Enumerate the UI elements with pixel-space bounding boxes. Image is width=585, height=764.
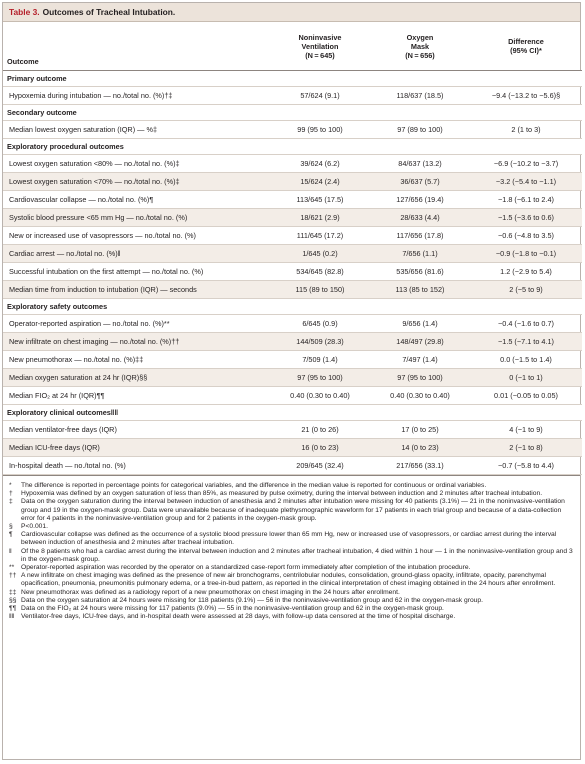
header-outcome: Outcome (3, 22, 270, 71)
footnote (9, 613, 574, 621)
table-row (3, 421, 582, 439)
oxygen-value: 0.40 (0.30 to 0.40) (370, 387, 470, 405)
difference-value: −0.7 (−5.8 to 4.4) (470, 457, 582, 475)
oxygen-value: 7/497 (1.4) (370, 351, 470, 369)
table-number: Table 3. (9, 7, 40, 17)
difference-value: 2 (−1 to 8) (470, 439, 582, 457)
footnote (9, 531, 574, 547)
oxygen-value: 217/656 (33.1) (370, 457, 470, 475)
outcome-label: Systolic blood pressure <65 mm Hg — no./total no. (%) (3, 209, 270, 227)
section-label: Exploratory procedural outcomes (3, 139, 582, 155)
header-niv-line-3: (N = 645) (305, 50, 335, 60)
oxygen-value: 28/633 (4.4) (370, 209, 470, 227)
section-header (3, 405, 582, 421)
footnote-symbol: §§ (9, 596, 17, 604)
niv-value: 144/509 (28.3) (270, 333, 370, 351)
difference-value: −6.9 (−10.2 to −3.7) (470, 155, 582, 173)
footnote-text: Data on the FIO₂ at 24 hours were missing for 117 patients (9.0%) — 55 in the noninvasive-ventilation group and 62 in the oxygen-mask group. (21, 605, 444, 613)
outcome-label: Median oxygen saturation at 24 hr (IQR)§§ (3, 369, 270, 387)
difference-value: 1.2 (−2.9 to 5.4) (470, 263, 582, 281)
table-row (3, 87, 582, 105)
table-row (3, 387, 582, 405)
niv-value: 0.40 (0.30 to 0.40) (270, 387, 370, 405)
oxygen-value: 7/656 (1.1) (370, 245, 470, 263)
difference-value: −1.5 (−7.1 to 4.1) (470, 333, 582, 351)
footnote-text: A new infiltrate on chest imaging was defined as the presence of new air bronchograms, centrilobular nodules, consolidation, ground-glass opacity, infiltrate, opacity, parenchymal opacification, pneumonia, pneumonitis pulmonary edema, or a tree-in-bud pattern, as reported in the clinical interpretation of chest imaging obtained in the 24 hours after enrollment. (21, 572, 556, 588)
footnote (9, 589, 574, 597)
section-label: Secondary outcome (3, 105, 582, 121)
difference-value: 0.01 (−0.05 to 0.05) (470, 387, 582, 405)
outcome-label: New infiltrate on chest imaging — no./total no. (%)†† (3, 333, 270, 351)
outcome-label: Cardiac arrest — no./total no. (%)‖ (3, 245, 270, 263)
outcome-label: Median time from induction to intubation (IQR) — seconds (3, 281, 270, 299)
niv-value: 209/645 (32.4) (270, 457, 370, 475)
outcome-label: New or increased use of vasopressors — no./total no. (%) (3, 227, 270, 245)
difference-value: −1.8 (−6.1 to 2.4) (470, 191, 582, 209)
table-row (3, 369, 582, 387)
oxygen-value: 117/656 (17.8) (370, 227, 470, 245)
outcome-label: Cardiovascular collapse — no./total no. (%)¶ (3, 191, 270, 209)
footnote-text: Ventilator-free days, ICU-free days, and in-hospital death were assessed at 28 days, with follow-up data censored at the time of hospital discharge. (21, 613, 456, 621)
header-diff-line-1: Difference (508, 37, 544, 46)
outcome-label: Median lowest oxygen saturation (IQR) — %‡ (3, 121, 270, 139)
table-row (3, 281, 582, 299)
footnote-text: Hypoxemia was defined by an oxygen saturation of less than 85%, as measured by pulse oximetry, during the interval between induction and 2 minutes after tracheal intubation. (21, 490, 543, 498)
difference-value: −0.4 (−1.6 to 0.7) (470, 315, 582, 333)
footnote-text: Cardiovascular collapse was defined as the occurrence of a systolic blood pressure lower than 65 mm Hg, new or increased use of vasopressors, or cardiac arrest during the interval between induction of anesthesia and 2 minutes after tracheal intubation. (21, 531, 557, 547)
footnote-text: P<0.001. (21, 523, 48, 531)
outcome-label: Median ICU-free days (IQR) (3, 439, 270, 457)
footnote (9, 482, 574, 490)
footnotes (3, 475, 580, 621)
oxygen-value: 9/656 (1.4) (370, 315, 470, 333)
section-header (3, 299, 582, 315)
outcome-label: Successful intubation on the first attempt — no./total no. (%) (3, 263, 270, 281)
header-niv-line-1: Noninvasive (298, 32, 342, 42)
oxygen-value: 127/656 (19.4) (370, 191, 470, 209)
table-row (3, 191, 582, 209)
table-row (3, 227, 582, 245)
footnote-symbol: ¶¶ (9, 605, 17, 613)
niv-value: 111/645 (17.2) (270, 227, 370, 245)
footnote-symbol: ¶ (9, 531, 13, 539)
niv-value: 115 (89 to 150) (270, 281, 370, 299)
footnote-text: Data on the oxygen saturation during the interval between induction of anesthesia and 2 minutes after intubation were missing for 40 patients (3.1%) — 21 in the noninvasive-ventilation group and 19 in the oxygen-mask group. Data were unavailable because of inadequate plethysmographic waveform for 17 patients in each trial group and because of a data-collection error for 4 patients in the noninvasive-ventilation group and for 2 patients in the oxygen-mask group. (21, 498, 565, 522)
difference-value: 2 (1 to 3) (470, 121, 582, 139)
table-row (3, 155, 582, 173)
niv-value: 15/624 (2.4) (270, 173, 370, 191)
table-row (3, 209, 582, 227)
footnote (9, 564, 574, 572)
outcome-label: New pneumothorax — no./total no. (%)‡‡ (3, 351, 270, 369)
section-label: Exploratory safety outcomes (3, 299, 582, 315)
table-row (3, 351, 582, 369)
difference-value: 2 (−5 to 9) (470, 281, 582, 299)
footnote-text: Operator-reported aspiration was recorded by the operator on a standardized case-report form immediately after completion of the intubation procedure. (21, 564, 471, 572)
header-diff-line-2: (95% CI)* (510, 46, 542, 55)
footnote-symbol: ‡‡ (9, 588, 17, 596)
outcome-label: Lowest oxygen saturation <80% — no./total no. (%)‡ (3, 155, 270, 173)
outcomes-table (3, 22, 582, 475)
footnote-symbol: †† (9, 572, 17, 580)
table-row (3, 439, 582, 457)
difference-value: −0.9 (−1.8 to −0.1) (470, 245, 582, 263)
outcome-label: Median ventilator-free days (IQR) (3, 421, 270, 439)
oxygen-value: 148/497 (29.8) (370, 333, 470, 351)
difference-value: −9.4 (−13.2 to −5.6)§ (470, 87, 582, 105)
header-oxy-line-1: Oxygen (406, 32, 434, 42)
difference-value: −1.5 (−3.6 to 0.6) (470, 209, 582, 227)
niv-value: 7/509 (1.4) (270, 351, 370, 369)
footnote (9, 490, 574, 498)
oxygen-value: 535/656 (81.6) (370, 263, 470, 281)
niv-value: 113/645 (17.5) (270, 191, 370, 209)
header-niv-line-2: Ventilation (301, 41, 339, 51)
section-label: Exploratory clinical outcomes‖‖ (3, 405, 582, 421)
header-oxygen-mask (370, 22, 470, 71)
table-row (3, 315, 582, 333)
footnote (9, 572, 574, 588)
footnote-symbol: ** (9, 564, 15, 572)
footnote-symbol: * (9, 482, 12, 489)
footnote-text: The difference is reported in percentage points for categorical variables, and the difference in the median value is reported for continuous or ordinal variables. (21, 482, 487, 489)
niv-value: 57/624 (9.1) (270, 87, 370, 105)
niv-value: 16 (0 to 23) (270, 439, 370, 457)
table-body (3, 71, 582, 475)
oxygen-value: 17 (0 to 25) (370, 421, 470, 439)
footnote-text: New pneumothorax was defined as a radiology report of a new pneumothorax on chest imaging in the 24 hours after enrollment. (21, 588, 400, 596)
oxygen-value: 14 (0 to 23) (370, 439, 470, 457)
footnote-symbol: ‖‖ (9, 613, 15, 621)
table-row (3, 333, 582, 351)
difference-value: −0.6 (−4.8 to 3.5) (470, 227, 582, 245)
niv-value: 97 (95 to 100) (270, 369, 370, 387)
footnote (9, 597, 574, 605)
oxygen-value: 97 (95 to 100) (370, 369, 470, 387)
niv-value: 39/624 (6.2) (270, 155, 370, 173)
section-label: Primary outcome (3, 71, 582, 87)
header-oxy-line-3: (N = 656) (405, 50, 435, 60)
table-row (3, 245, 582, 263)
table-title: Outcomes of Tracheal Intubation. (42, 7, 176, 17)
difference-value: 4 (−1 to 9) (470, 421, 582, 439)
niv-value: 6/645 (0.9) (270, 315, 370, 333)
header-oxy-line-2: Mask (410, 41, 430, 51)
outcome-label: Operator-reported aspiration — no./total no. (%)** (3, 315, 270, 333)
footnote (9, 523, 574, 531)
footnote-symbol: ‡ (9, 498, 13, 506)
oxygen-value: 97 (89 to 100) (370, 121, 470, 139)
section-header (3, 139, 582, 155)
outcome-label: Hypoxemia during intubation — no./total no. (%)†‡ (3, 87, 270, 105)
header-noninvasive-ventilation (270, 22, 370, 71)
outcome-label: Median FIO₂ at 24 hr (IQR)¶¶ (3, 387, 270, 405)
table-row (3, 457, 582, 475)
difference-value: −3.2 (−5.4 to −1.1) (470, 173, 582, 191)
niv-value: 534/645 (82.8) (270, 263, 370, 281)
outcome-label: Lowest oxygen saturation <70% — no./total no. (%)‡ (3, 173, 270, 191)
table-row (3, 173, 582, 191)
niv-value: 18/621 (2.9) (270, 209, 370, 227)
table-frame (2, 2, 581, 760)
table-row (3, 263, 582, 281)
footnote-symbol: § (9, 523, 13, 531)
footnote (9, 548, 574, 564)
difference-value: 0.0 (−1.5 to 1.4) (470, 351, 582, 369)
niv-value: 1/645 (0.2) (270, 245, 370, 263)
oxygen-value: 84/637 (13.2) (370, 155, 470, 173)
footnote (9, 498, 574, 523)
table-row (3, 121, 582, 139)
outcome-label: In-hospital death — no./total no. (%) (3, 457, 270, 475)
footnote-symbol: ‖ (9, 547, 12, 555)
oxygen-value: 118/637 (18.5) (370, 87, 470, 105)
header-row (3, 22, 582, 71)
table-title-bar (3, 3, 580, 22)
footnote (9, 605, 574, 613)
niv-value: 21 (0 to 26) (270, 421, 370, 439)
header-difference (470, 22, 582, 71)
niv-value: 99 (95 to 100) (270, 121, 370, 139)
section-header (3, 105, 582, 121)
section-header (3, 71, 582, 87)
difference-value: 0 (−1 to 1) (470, 369, 582, 387)
footnote-symbol: † (9, 490, 13, 498)
oxygen-value: 36/637 (5.7) (370, 173, 470, 191)
oxygen-value: 113 (85 to 152) (370, 281, 470, 299)
footnote-text: Of the 8 patients who had a cardiac arrest during the interval between induction and 2 minutes after tracheal intubation, 4 died within 1 hour — 1 in the noninvasive-ventilation group and 3 in the oxygen-mask group. (21, 547, 573, 563)
footnote-text: Data on the oxygen saturation at 24 hours were missing for 118 patients (9.1%) — 56 in the noninvasive-ventilation group and 62 in the oxygen-mask group. (21, 596, 483, 604)
